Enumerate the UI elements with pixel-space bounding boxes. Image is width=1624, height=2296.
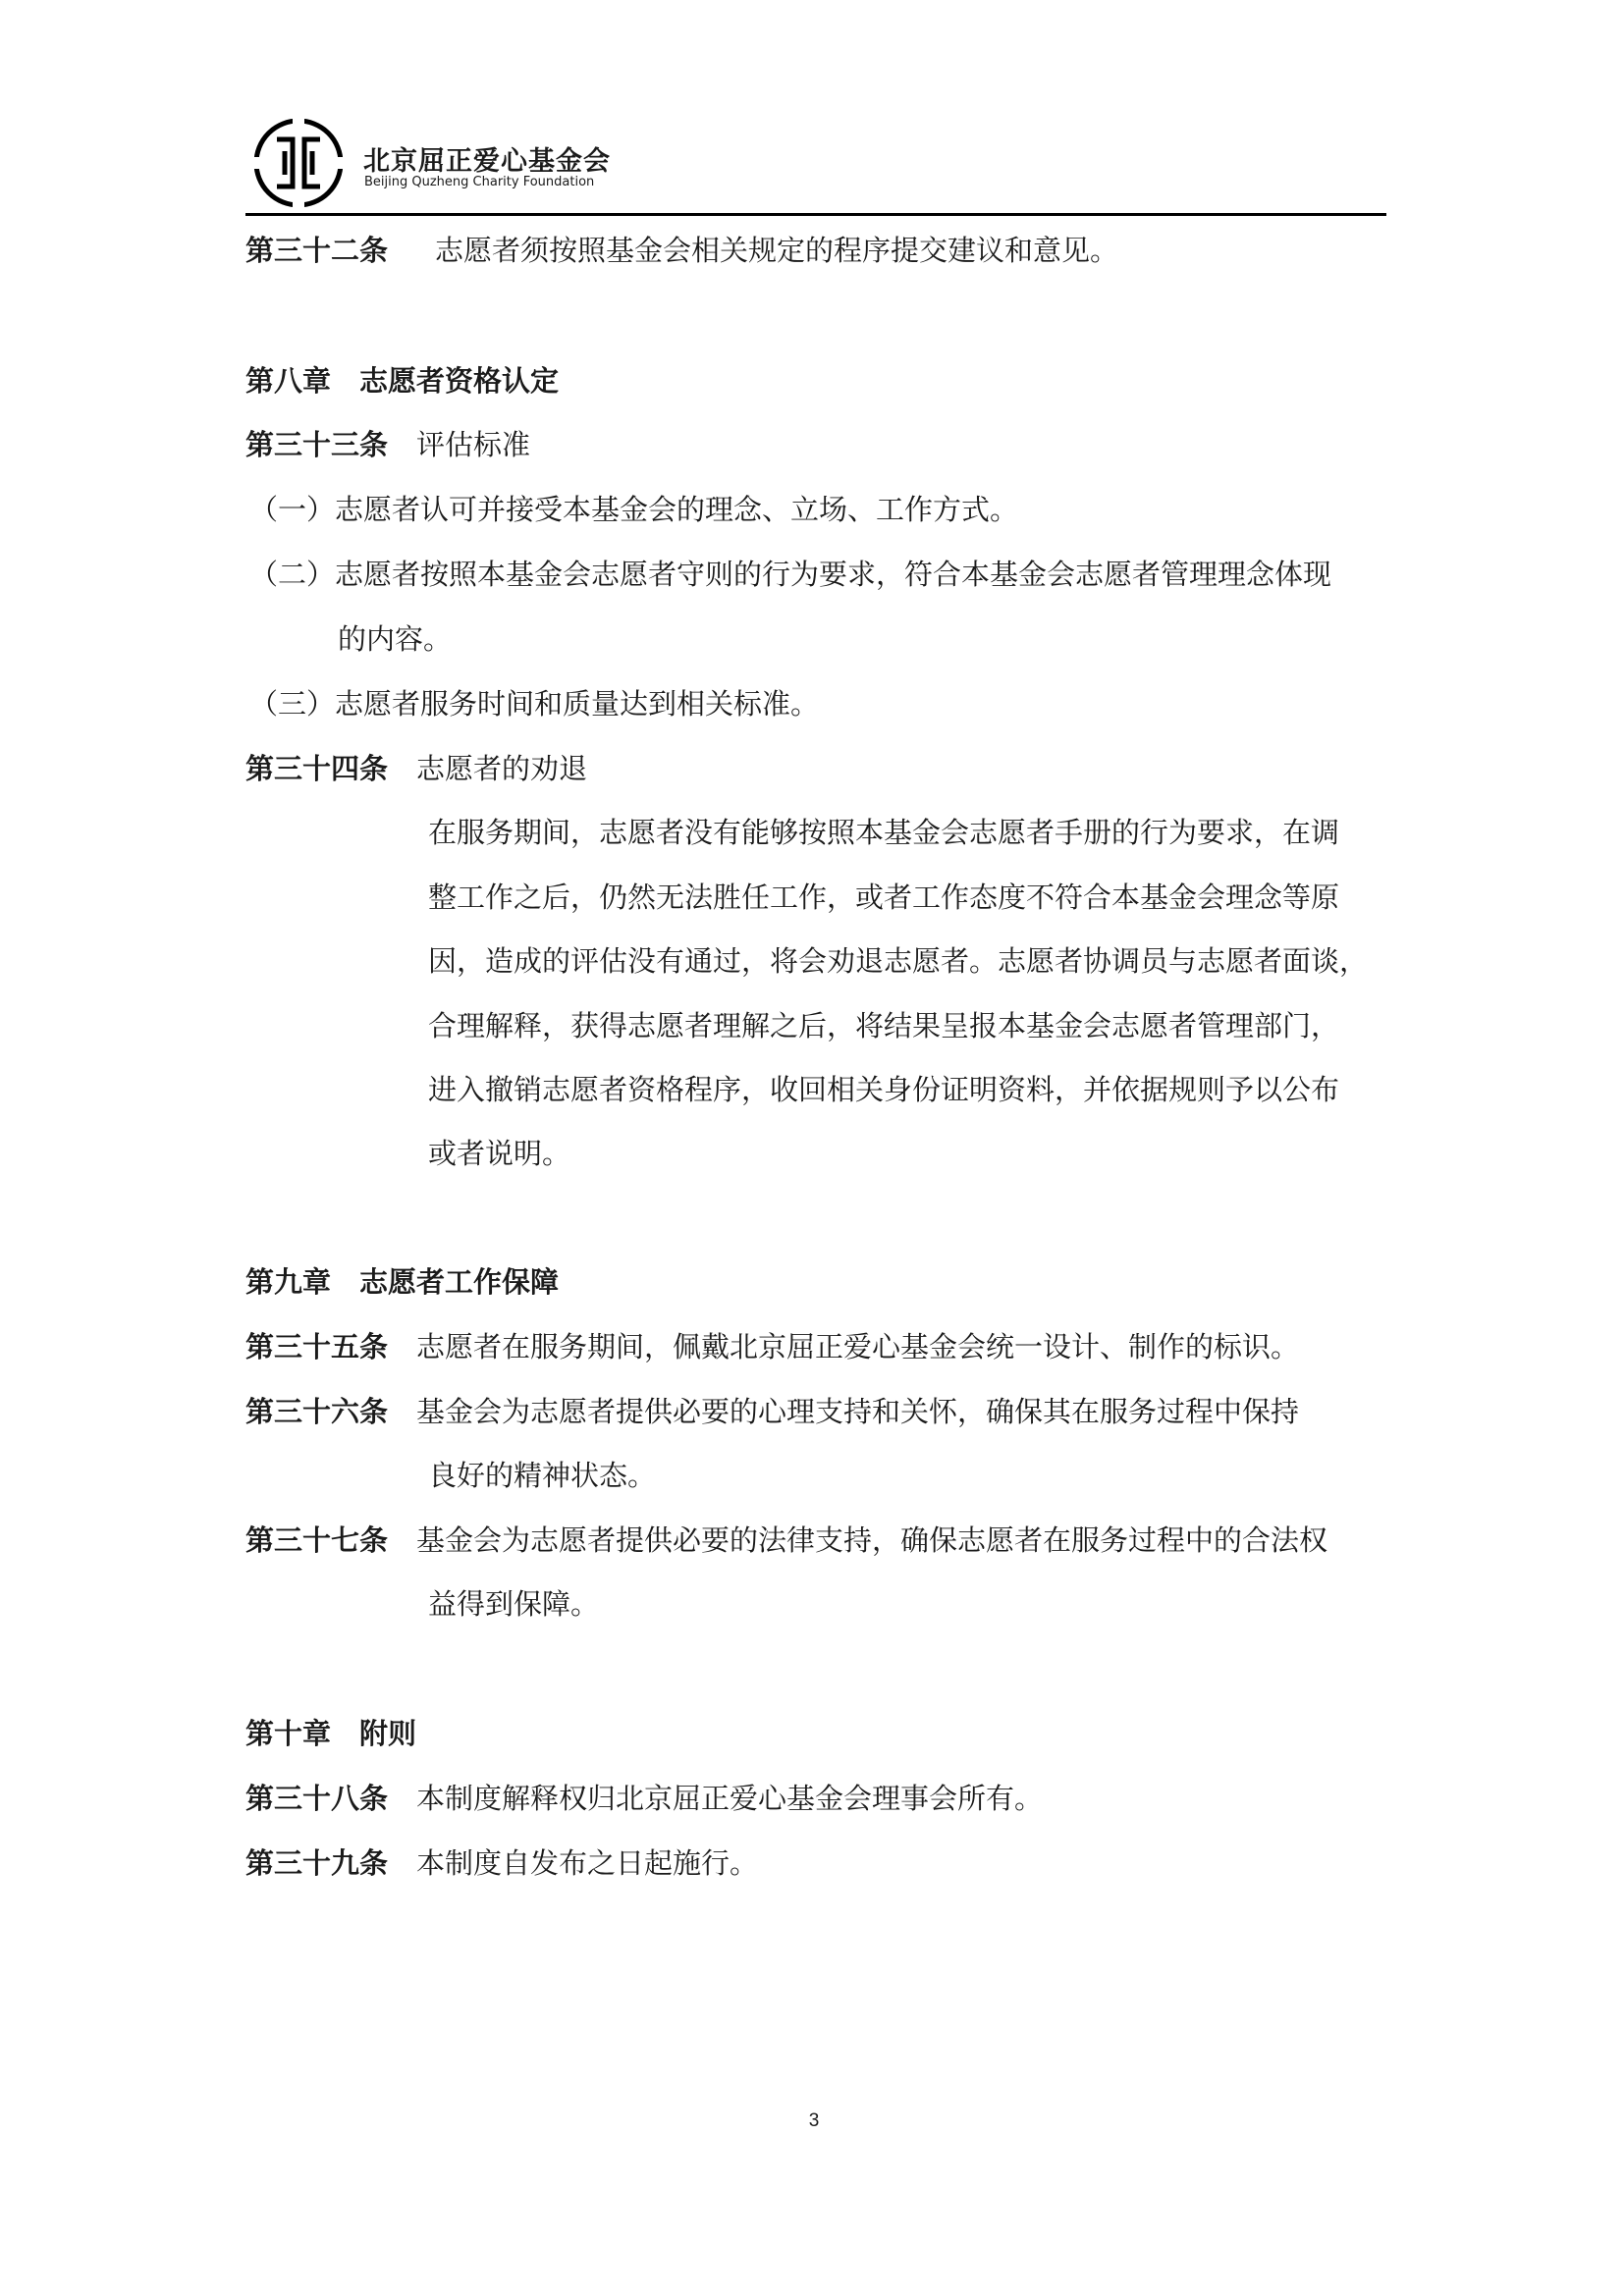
article-35-text: 志愿者在服务期间，佩戴北京屈正爱心基金会统一设计、制作的标识。: [416, 1330, 1300, 1363]
article-37-text: 基金会为志愿者提供必要的法律支持，确保志愿者在服务过程中的合法权: [416, 1523, 1328, 1557]
article-33-item: （一）志愿者认可并接受本基金会的理念、立场、工作方式。: [249, 493, 1019, 526]
article-37-label: 第三十七条: [245, 1523, 389, 1557]
chapter-8-label: 第八章: [245, 364, 332, 398]
article-34-paragraph-line: 合理解释，获得志愿者理解之后，将结果呈报本基金会志愿者管理部门，: [428, 1009, 1340, 1042]
chapter-10-title: 附则: [359, 1717, 417, 1750]
chapter-9-heading: [245, 1260, 559, 1304]
article-38-label: 第三十八条: [245, 1782, 389, 1815]
chapter-10-label: 第十章: [245, 1717, 332, 1750]
article-39: [245, 1842, 758, 1885]
article-33-label: 第三十三条: [245, 428, 389, 461]
article-32-text: 志愿者须按照基金会相关规定的程序提交建议和意见。: [435, 234, 1119, 267]
article-34-paragraph-line: 在服务期间，志愿者没有能够按照本基金会志愿者手册的行为要求，在调: [428, 816, 1340, 849]
article-34-paragraph-line: 因，造成的评估没有通过，将会劝退志愿者。志愿者协调员与志愿者面谈，: [428, 944, 1369, 978]
chapter-8-title: 志愿者资格认定: [359, 364, 560, 398]
article-34-label: 第三十四条: [245, 752, 389, 785]
org-name-en: Beijing Quzheng Charity Foundation: [364, 175, 595, 189]
chapter-9-title: 志愿者工作保障: [359, 1265, 560, 1299]
article-33-title: 评估标准: [416, 428, 531, 461]
article-38-text: 本制度解释权归北京屈正爱心基金会理事会所有。: [416, 1782, 1044, 1815]
article-33-item: （二）志愿者按照本基金会志愿者守则的行为要求，符合本基金会志愿者管理理念体现: [249, 558, 1332, 591]
header-divider: [245, 213, 1386, 216]
article-36-label: 第三十六条: [245, 1395, 389, 1428]
org-name-zh: 北京屈正爱心基金会: [363, 146, 611, 177]
article-36-text-continued: 良好的精神状态。: [428, 1459, 657, 1492]
article-34-paragraph-line: 进入撤销志愿者资格程序，收回相关身份证明资料，并依据规则予以公布: [428, 1073, 1340, 1106]
article-34: [245, 747, 587, 790]
chapter-9-label: 第九章: [245, 1265, 332, 1299]
article-34-paragraph-line: 整工作之后，仍然无法胜任工作，或者工作态度不符合本基金会理念等原: [428, 881, 1340, 914]
article-35-label: 第三十五条: [245, 1330, 389, 1363]
article-36-text: 基金会为志愿者提供必要的心理支持和关怀，确保其在服务过程中保持: [416, 1395, 1300, 1428]
chapter-10-heading: [245, 1712, 416, 1755]
article-33-item: （三）志愿者服务时间和质量达到相关标准。: [249, 687, 820, 721]
article-37-text-continued: 益得到保障。: [428, 1587, 600, 1621]
article-37: [245, 1519, 1327, 1562]
article-32: [245, 229, 1118, 272]
article-33: [245, 423, 530, 466]
article-39-label: 第三十九条: [245, 1846, 389, 1880]
chapter-8-heading: [245, 359, 559, 402]
page-number: 3: [808, 2110, 820, 2131]
article-36: [245, 1390, 1299, 1433]
article-33-item-continued: 的内容。: [338, 622, 453, 656]
article-32-label: 第三十二条: [245, 234, 389, 267]
article-34-title: 志愿者的劝退: [416, 752, 588, 785]
article-38: [245, 1777, 1043, 1820]
foundation-logo-icon: [253, 118, 344, 208]
article-34-paragraph-line: 或者说明。: [428, 1137, 571, 1170]
article-35: [245, 1325, 1299, 1368]
article-39-text: 本制度自发布之日起施行。: [416, 1846, 759, 1880]
